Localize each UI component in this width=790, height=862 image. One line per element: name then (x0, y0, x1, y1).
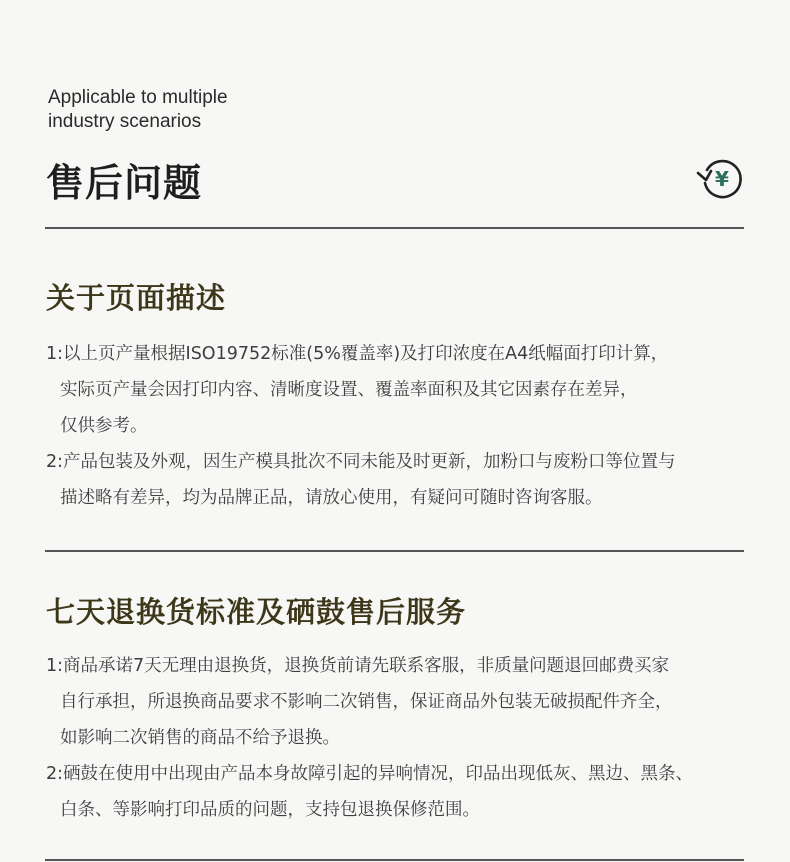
list-item-line: 描述略有差异，均为品牌正品，请放心使用，有疑问可随时咨询客服。 (60, 488, 603, 508)
refund-yen-icon (696, 156, 744, 200)
section-title-page-description: 关于页面描述 (46, 281, 227, 315)
list-item-line: 实际页产量会因打印内容、清晰度设置、覆盖率面积及其它因素存在差异， (60, 380, 638, 400)
yen-glyph: ¥ (715, 167, 729, 191)
list-item-line: 如影响二次销售的商品不给予退换。 (60, 728, 340, 748)
section-body-page-description (46, 336, 756, 516)
list-item-line: 2:产品包装及外观，因生产模具批次不同未能及时更新，加粉口与废粉口等位置与 (46, 452, 676, 472)
list-item-line: 白条、等影响打印品质的问题，支持包退换保修范围。 (60, 800, 480, 820)
tagline-line-2: industry scenarios (48, 111, 202, 132)
list-item-line: 自行承担，所退换商品要求不影响二次销售，保证商品外包装无破损配件齐全， (60, 692, 673, 712)
tagline-line-1: Applicable to multiple (48, 87, 228, 108)
header-divider (45, 227, 744, 229)
footer-divider (45, 859, 744, 861)
section-title-return-service: 七天退换货标准及硒鼓售后服务 (46, 595, 467, 629)
page-title: 售后问题 (46, 161, 203, 205)
section-divider (45, 550, 744, 552)
list-item-line: 1:商品承诺7天无理由退换货，退换货前请先联系客服，非质量问题退回邮费买家 (46, 656, 670, 676)
list-item-line: 仅供参考。 (60, 416, 148, 436)
tagline (48, 86, 228, 134)
list-item-line: 1:以上页产量根据ISO19752标准(5%覆盖率)及打印浓度在A4纸幅面打印计算， (46, 344, 669, 364)
section-body-return-service (46, 648, 756, 828)
list-item-line: 2:硒鼓在使用中出现由产品本身故障引起的异响情况，印品出现低灰、黑边、黑条、 (46, 764, 694, 784)
